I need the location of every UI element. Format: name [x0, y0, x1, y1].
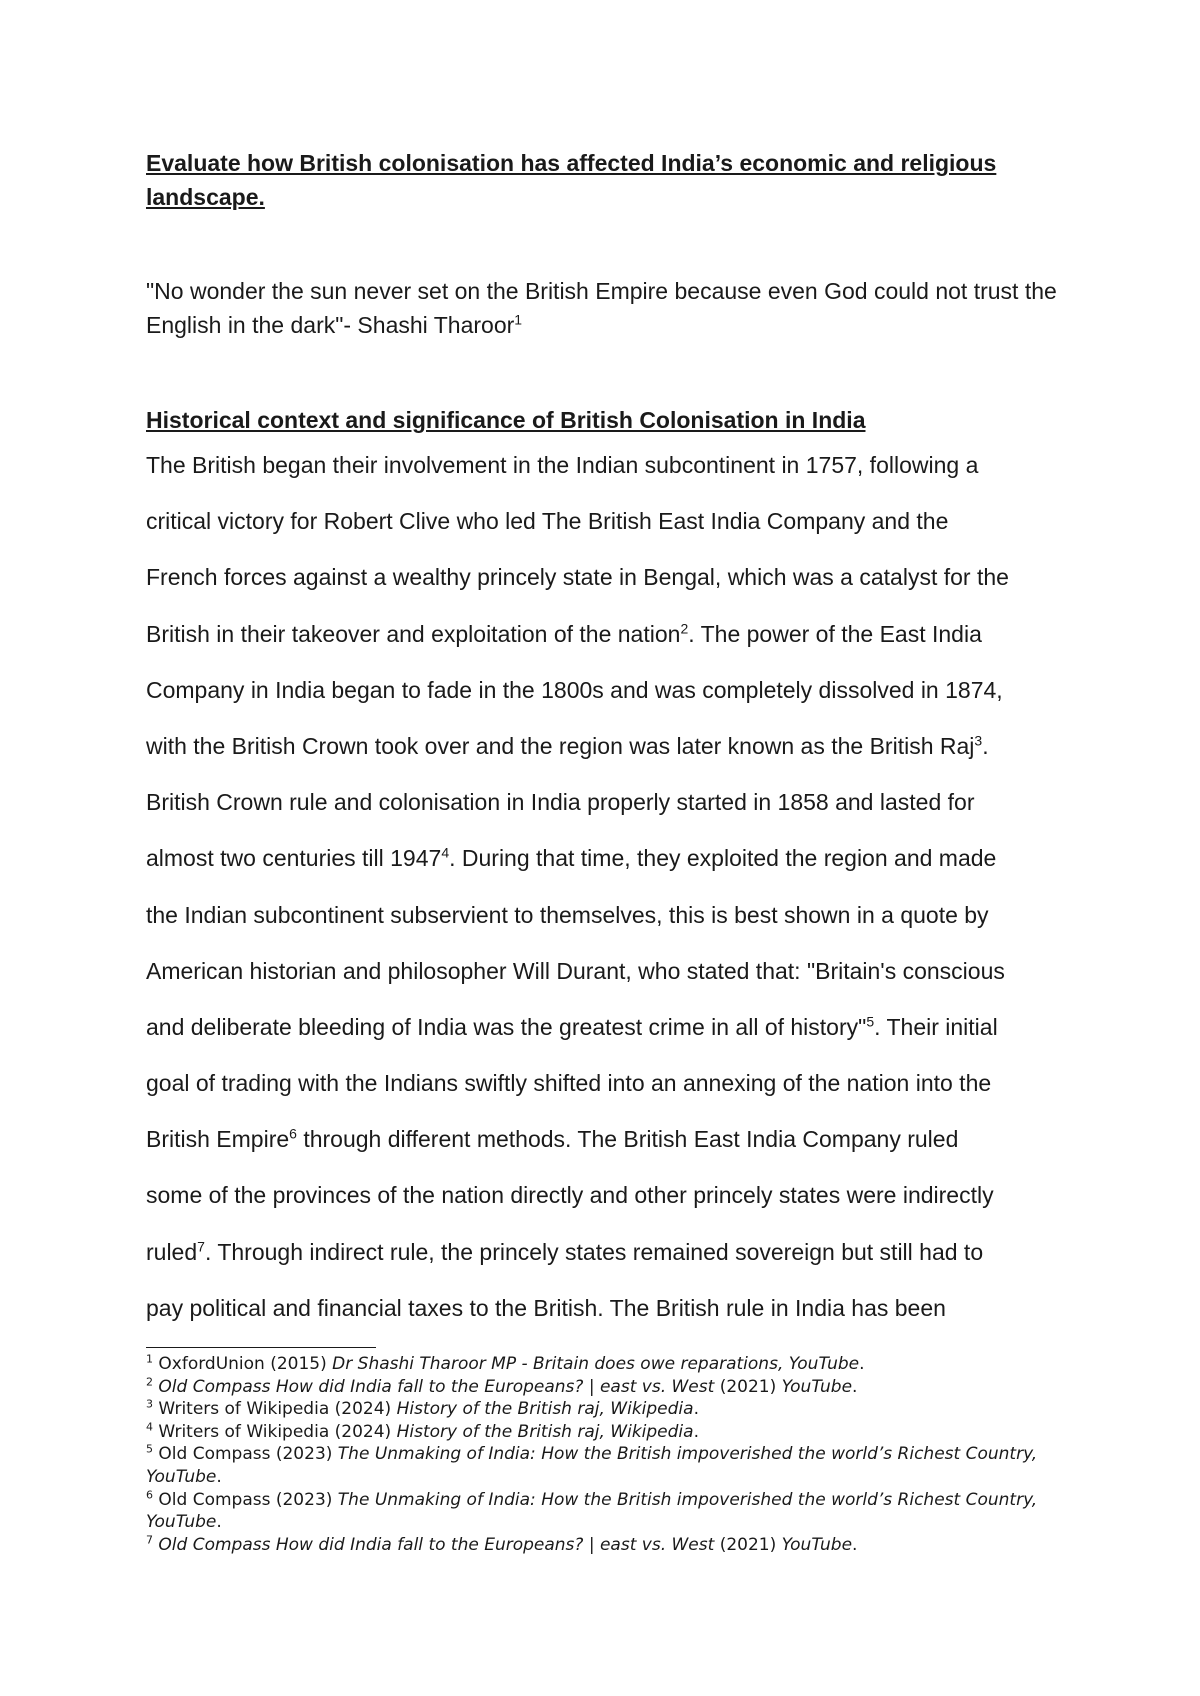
opening-quote [146, 274, 1066, 342]
body-text: British in their takeover and exploitation of the nation [146, 620, 681, 647]
body-text: . The power of the East India [688, 620, 982, 647]
footnote-source-title: Old Compass How did India fall to the Europeans? | east vs. West [158, 1376, 715, 1397]
footnote [146, 1376, 1066, 1399]
footnote-number: 2 [146, 1374, 153, 1388]
footnote-ref: 3 [974, 732, 983, 749]
body-text: pay political and financial taxes to the British. The British rule in India has been [146, 1294, 946, 1321]
body-text-line [146, 619, 1086, 675]
body-text: through different methods. The British East India Company ruled [296, 1126, 959, 1153]
body-text-line [146, 506, 1086, 562]
footnote-text: Writers of Wikipedia (2024) [153, 1399, 397, 1420]
body-text-line [146, 1180, 1086, 1236]
footnote-number: 7 [146, 1533, 153, 1547]
footnote-number: 1 [146, 1352, 153, 1366]
footnote-source-title: History of the British raj, Wikipedia [396, 1399, 694, 1420]
footnote-ref: 2 [680, 619, 689, 636]
body-text: British Crown rule and colonisation in India properly started in 1858 and lasted for [146, 789, 975, 816]
quote-text: "No wonder the sun never set on the British Empire because even God could not trust the English in the dark"- Shashi Tharoor [146, 278, 1057, 338]
footnote-ref: 4 [441, 844, 450, 861]
footnote-ref: 1 [514, 311, 523, 328]
body-text: . [982, 732, 989, 759]
body-text: some of the provinces of the nation directly and other princely states were indirectly [146, 1182, 994, 1209]
footnote [146, 1534, 1066, 1557]
footnote-text: Old Compass (2023) [153, 1444, 338, 1465]
footnote-source-title: The Unmaking of India: How the British impoverished the world’s Richest Country, YouTube [146, 1444, 1038, 1487]
body-text: American historian and philosopher Will Durant, who stated that: "Britain's conscious [146, 957, 1005, 984]
footnote-text: Old Compass (2023) [153, 1489, 338, 1510]
footnote-text: (2021) [714, 1534, 782, 1555]
body-text-line [146, 450, 1086, 506]
body-text: British Empire [146, 1126, 290, 1153]
footnote-source-title: Old Compass How did India fall to the Europeans? | east vs. West [158, 1534, 715, 1555]
footnote [146, 1398, 1066, 1421]
footnote-text: . [852, 1534, 858, 1555]
footnote-text: . [693, 1399, 699, 1420]
footnote-text: . [693, 1421, 699, 1442]
footnote-source-title: The Unmaking of India: How the British impoverished the world’s Richest Country, YouTube [146, 1489, 1038, 1533]
body-text: critical victory for Robert Clive who led The British East India Company and the [146, 508, 949, 535]
footnote-source-title: YouTube [781, 1534, 853, 1555]
body-text-line [146, 675, 1086, 731]
body-text-line [146, 1124, 1086, 1180]
body-text: with the British Crown took over and the region was later known as the British Raj [146, 732, 975, 759]
footnote-number: 5 [146, 1442, 153, 1456]
body-text-line [146, 900, 1086, 956]
body-text-line [146, 1068, 1086, 1124]
body-text-line [146, 1237, 1086, 1293]
footnote-number: 6 [146, 1487, 153, 1501]
body-text: and deliberate bleeding of India was the greatest crime in all of history" [146, 1013, 867, 1040]
footnote-text: . [216, 1512, 222, 1533]
body-text: Company in India began to fade in the 1800s and was completely dissolved in 1874, [146, 676, 1003, 703]
footnote-ref: 5 [866, 1013, 875, 1030]
body-text: . Through indirect rule, the princely states remained sovereign but still had to [204, 1238, 984, 1265]
body-text-line [146, 843, 1086, 899]
footnote [146, 1353, 1066, 1376]
body-paragraph [146, 450, 1086, 1349]
body-text: . Their initial [874, 1013, 998, 1040]
footnote [146, 1421, 1066, 1444]
body-text-line [146, 731, 1086, 787]
footnotes-section [146, 1353, 1066, 1556]
footnote-number: 3 [146, 1397, 153, 1411]
footnote-source-title: Dr Shashi Tharoor MP - Britain does owe reparations, YouTube [332, 1354, 860, 1374]
body-text: The British began their involvement in the Indian subcontinent in 1757, following a [146, 452, 979, 478]
footnote-text: OxfordUnion (2015) [153, 1354, 333, 1374]
body-text: ruled [146, 1238, 198, 1265]
footnote-text: (2021) [714, 1376, 782, 1397]
footnote [146, 1489, 1066, 1534]
document-title: Evaluate how British colonisation has affected India’s economic and religious landscape. [146, 150, 997, 210]
body-text-line [146, 956, 1086, 1012]
footnote-text: . [216, 1466, 222, 1487]
footnote-source-title: History of the British raj, Wikipedia [396, 1421, 694, 1442]
section-heading: Historical context and significance of British Colonisation in India [146, 407, 866, 433]
body-text-line [146, 562, 1086, 618]
body-text-line [146, 787, 1086, 843]
body-text-line [146, 1012, 1086, 1068]
body-text: . During that time, they exploited the region and made [449, 845, 997, 872]
footnote-ref: 7 [197, 1237, 205, 1254]
body-text-line [146, 1293, 1086, 1349]
footnote-text: Writers of Wikipedia (2024) [153, 1421, 397, 1442]
footnote-text: . [852, 1376, 858, 1397]
body-text: French forces against a wealthy princely state in Bengal, which was a catalyst for the [146, 564, 1009, 591]
body-text: the Indian subcontinent subservient to themselves, this is best shown in a quote by [146, 901, 989, 928]
body-text: almost two centuries till 1947 [146, 845, 442, 872]
footnote-separator [146, 1347, 376, 1348]
footnote-text: . [859, 1354, 865, 1374]
footnote-number: 4 [146, 1420, 153, 1434]
body-text: goal of trading with the Indians swiftly shifted into an annexing of the nation into the [146, 1070, 992, 1097]
footnote-ref: 6 [289, 1125, 297, 1142]
footnote [146, 1443, 1066, 1488]
footnote-source-title: YouTube [781, 1376, 853, 1397]
